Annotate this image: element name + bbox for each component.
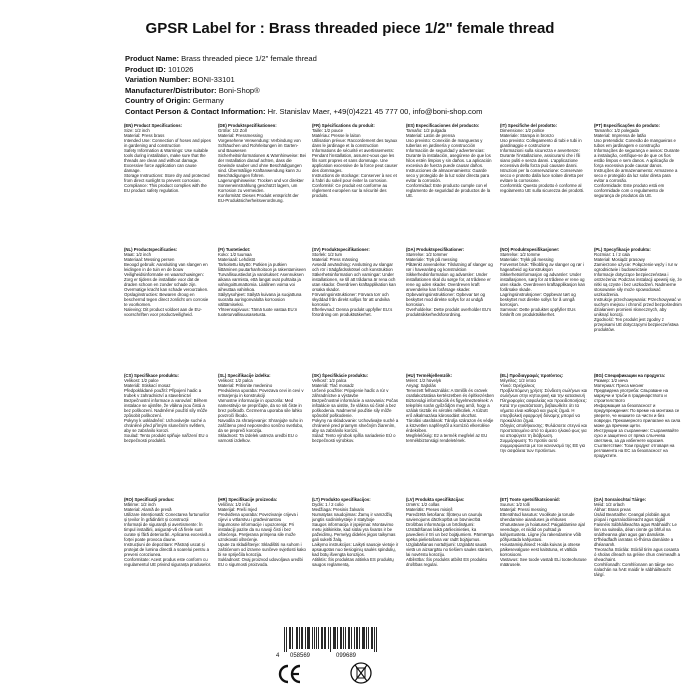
spec-body: Velikost: 1/2 palce Materiál: Stiskací mosaz Předpokládané použití: Připojení hadic a trubek v zahradnictví a stavebnictví Bezpečnostní informace a varování: Během instalace se ujistěte, že vlákna jsou čistá a bez poškození. Nadměrné použití síly může způsobit poškození. Pokyny k uskladnění: Uchovávejte suché a chráněné před přímým slunečním světlem, aby se zabránilo korozi. Soulad: Tento produkt splňuje nařízení EU o bezpečnosti produktů.: [124, 378, 209, 443]
spec-block: [218, 497, 312, 577]
info-label: Manufacturer/Distributor:: [125, 85, 217, 95]
spec-heading: (ET) Toote spetsifikatsioonid:: [500, 497, 561, 502]
spec-heading: (IT) Specifiche del prodotto:: [500, 123, 558, 128]
spec-block: [124, 373, 218, 458]
spec-block: [406, 497, 500, 577]
spec-heading: (PL) Specyfikacje produktu:: [594, 247, 651, 252]
info-row: [125, 75, 685, 86]
info-row: [125, 65, 685, 76]
spec-block: [406, 373, 500, 458]
spec-block: [218, 373, 312, 458]
spec-block: [594, 123, 688, 203]
spec-body: Izmērs: 1/2 collas Materiāls: Preses misiņš Paredzētā lietošana: Šļūteņu un cauruļu savienojums dārzkopībā un būvniecībā Drošības informācija un brīdinājumi: Uzstādīšanas laikā pārliecinieties, ka pavedieni ir tīri un bez bojājumiem. Pārmērīga spēka pielietošana var radīt bojājumus. Uzglabāšanas norādījumi: Uzglabāt sausā vietā un aizsargātu no tiešiem saules stariem, lai novērstu koroziju. Atbilstība: Šis produkts atbilst ES produktu drošības regulai.: [406, 502, 494, 567]
spec-body: Rozmiar: 1 / 2 cala Materiał: Mosiądz prasowy Zamierzone użycie: Połączenie węży i rur w ogrodnictwie i budownictwie Informacje dotyczące bezpieczeństwa i ostrzeżenia: Podczas instalacji upewnij się, że nitki są czyste i bez uszkodzeń. Nadmierne stosowanie siły może spowodować uszkodzenia. Instrukcje przechowywania: Przechowywać w suchym miejscu i chronić przed bezpośrednim działaniem promieni słonecznych, aby uniknąć korozji. Zgodność: Ten produkt jest zgodny z przepisami UE dotyczącymi bezpieczeństwa produktów.: [594, 252, 682, 332]
spec-body: Méid: 1/2 orlach Ábhar: Brass preas Úsáid Beartaithe: Ceangal píobáin agus píopaí i ngarraíodóireacht agus tógáil Faisnéis Sábháilteachta agus Rabhaidh: Le linn na suiteála, déan cinnte go bhfuil na snáitheanna glan agus gan damáiste. D'fhéadfadh iarratas ró-fhórsa damáiste a dhéanamh. Treoracha Stórála: Stóráil tirim agus cosanta ó sholas díreach na gréine chun creimeadh a sheachaint. Comhlíonadh: Comhlíonann an táirge seo rialachán na hAE maidir le sábháilteacht táirgí.: [594, 502, 680, 577]
barcode-lead-digit: 4: [276, 653, 280, 659]
info-label: Variation Number:: [125, 75, 191, 85]
spec-heading: (FI) Tuotetiedot:: [218, 247, 251, 252]
spec-body: Dydis: 1 / 2 colio Medžiaga: Presinis žalvaris Numatytas naudojimas: Žarnų ir vamzdžių jungtis sodininkystėje ir statyboje Saugos informacija ir įspėjimai: Montavimo metu įsitikinkite, kad siūlai yra švarūs ir be pažeidimų. Pernelyg didelės jėgos taikymas gali sukelti žalą. Laikymo instrukcijos: Laikyti sausoje vietoje ir apsaugotas nuo tiesioginių saulės spindulių, kad būtų išvengta korozijos. Atitiktis: Šis produktas atitinka ES produktų saugos reglamentą.: [312, 502, 399, 567]
spec-block: [124, 247, 218, 332]
barcode-group-1: 058569: [290, 653, 311, 659]
spec-heading: (RO) Specificații produs:: [124, 497, 175, 502]
info-row: [125, 107, 685, 118]
spec-block: [406, 123, 500, 203]
spec-body: Storlek: 1/2 tum Material: Press mässing Avsedd användning: Anslutning av slangar och rör i trädgårdsskötsel och konstruktion Säkerhetsinformation och varningar: Under installationen, se till att trådarna är rena och utan skador. Överdriven kraftapplikation kan orsaka skador. Förvaringsinstruktioner: Förvara torr och skyddad från direkt solljus för att undvika korrosion. Efterlevnad: Denna produkt uppfyller EU:s förordning om produktsäkerhet.: [312, 252, 396, 317]
spec-body: Størrelse: 1/2 tommer Materiale: Tryk på messing Påtænkt anvendelse: Tilslutning af slanger og rør i haveanlæg og konstruktion Sikkerhedsinformation og advarsler: Under installationen skal du sørge for, at trådene er rene og uden skader. Overdreven kraft anvendelse kan forårsage skader. Opbevaringsinstruktioner: Opbevar tør og beskyttet mod direkte sollys for at undgå korrosion. Overholdelse: Dette produkt overholder EU's produktsikkerhedsforordning.: [406, 252, 493, 317]
spec-heading: (DA) Produktspecifikationer:: [406, 247, 465, 252]
info-row: [125, 54, 685, 65]
spec-heading: (ES) Especificaciones del producto:: [406, 123, 480, 128]
spec-heading: (SV) Produktspecifikationer:: [312, 247, 370, 252]
barcode-group-2: 099689: [336, 653, 357, 659]
info-label: Contact Person & Contact Information:: [125, 106, 266, 116]
info-row: [125, 86, 685, 97]
spec-body: Dimensione: 1/2 pollice Materiale: Stampa in bronzo Uso previsto: Collegamento di tubi e tubi in giardinaggio e costruzione Informazioni sulla sicurezza e avvertenze: Durante l'installazione, assicurarsi che i fili siano puliti e senza danni. L'applicazione eccessiva della forza può causare danni. Istruzioni per la conservazione: Conservare secco e protetto dalla luce solare diretta per evitare la corrosione. Conformità: Questo prodotto è conforme al regolamento UE sulla sicurezza dei prodotti.: [500, 128, 585, 193]
spec-heading: (LV) Produkta specifikācijas:: [406, 497, 465, 502]
spec-body: Veličina: 1/2 inča Materijal: Preši mjed Predviđena uporaba: Povezivanje crijeva i cijevi u vrtlarstvu i građevinarstvu Sigurnosne informacije i upozorenja: Pri instalaciji pazite da su navoji čisti i bez oštećenja. Pretjerana primjena sile može uzrokovati oštećenje. Upute za skladištenje: Skladištiti na suhom i zaštićenom od izravne sunčeve svjetlosti kako bi se spriječila korozija. Sukladnost: Ovaj proizvod udovoljava uredbi EU o sigurnosti proizvoda.: [218, 502, 306, 567]
spec-block: [500, 123, 594, 203]
info-value: Boni-Shop®: [218, 85, 260, 95]
crossed-bin-icon: [350, 660, 372, 686]
spec-heading: (NL) Productspecificaties:: [124, 247, 178, 252]
spec-block: [312, 373, 406, 458]
info-label: Product Name:: [125, 54, 180, 63]
info-value: 101026: [168, 64, 194, 74]
spec-block: [312, 497, 406, 577]
spec-row: [124, 247, 688, 332]
spec-row: [124, 497, 688, 577]
spec-body: Maat: 1/2 inch Materiaal: Messing persen Beoogd gebruik: Aansluiting van slangen en leidingen in de tuin en de bouw Veiligheidsinformatie en waarschuwingen: Zorg er tijdens de installatie voor dat de draden schoon en zonder schade zijn. Overmatige kracht kan schade veroorzaken. Opslaginstructies: Bewaren droog en beschermd tegen direct zonlicht om corrosie te voorkomen. Naleving: Dit product voldoet aan de EU-voorschriften voor productveiligheid.: [124, 252, 209, 317]
spec-block: [406, 247, 500, 332]
spec-heading: (GA) Sonraíochtaí Táirge:: [594, 497, 647, 502]
info-value: BONI-33101: [192, 75, 235, 85]
spec-heading: (FR) Spécifications du produit:: [312, 123, 375, 128]
spec-heading: (HU) Termékjellemzők:: [406, 373, 453, 378]
barcode-bars: [284, 627, 380, 652]
spec-block: [594, 247, 688, 332]
spec-heading: (CS) Specifikace produktu:: [124, 373, 179, 378]
page-title: GPSR Label for : Brass threaded piece 1/2" female thread: [145, 20, 555, 37]
info-label: Country of Origin:: [125, 96, 191, 106]
spec-body: Méret: 1/2 hüvelyk Anyag: Sajtolás Tervezett felhasználás: A tömlők és csövek csatlakoztatása kertészetben és építkezésben Biztonsági információk és figyelmeztetések: A telepítés során győződjön meg arról, hogy a szálak tiszták és sérülés nélküliek. A túlzott erő alkalmazása károsodást okozhat. Tárolási utasítások: Tárolja szárazon és védje a közvetlen napfénytől a korrózió elkerülése érdekében. Megfelelőség: Ez a termék megfelel az EU termékbiztonsági rendeletének.: [406, 378, 494, 443]
spec-block: [312, 123, 406, 203]
spec-body: Taille: 1/2 pouce Matériau: Presse le laiton Utilisation prévue: Raccordement des tuyaux dans le jardinage et la construction Informations de sécurité et avertissements: Pendant l'installation, assurez-vous que les fils sont propres et sans dommage. Une application excessive de la force peut causer des dommages. Instructions de stockage: Conserver à sec et à l'abri du soleil pour éviter la corrosion. Conformité: Ce produit est conforme au règlement européen sur la sécurité des produits.: [312, 128, 398, 198]
info-row: [125, 96, 685, 107]
spec-body: Tamanho: 1/2 polegada Material: Imprensa de latão Uso pretendido: Conexão de mangueiras e tubos em jardinagem e construção Informações de segurança e avisos: Durante a instalação, certifique-se de que os fios estão limpos e sem danos. A aplicação de força excessiva pode causar danos. Instruções de armazenamento: Armazene a seco e protegido da luz solar direta para evitar a corrosão. Conformidade: Este produto está em conformidade com o regulamento de segurança de produtos da UE.: [594, 128, 680, 198]
spec-body: Tamaño: 1/2 pulgada Material: Latón de prensa Uso previsto: Conexión de mangueras y tuberías en jardinería y construcción Información de seguridad y advertencias: Durante la instalación, asegúrese de que los hilos estén limpios y sin daños. La aplicación excesiva de fuerza puede causar daños. Instrucciones de almacenamiento: Guarde seco y protegido de la luz solar directa para evitar la corrosión. Conformidad: Este producto cumple con el reglamento de seguridad de productos de la UE.: [406, 128, 492, 198]
spec-heading: (NO) Produktspesifikasjoner:: [500, 247, 560, 252]
info-value: Brass threaded piece 1/2" female thread: [181, 54, 317, 63]
spec-block: [594, 497, 688, 577]
spec-block: [500, 247, 594, 332]
spec-heading: (DE) Produktspezifikationen:: [218, 123, 277, 128]
info-value: Germany: [192, 96, 224, 106]
spec-block: [594, 373, 688, 458]
spec-heading: (EL) Προδιαγραφές προϊόντος:: [500, 373, 564, 378]
spec-block: [312, 247, 406, 332]
info-value: Hr. Stanislav Maer, +49(0)4221 45 777 00, info@boni-shop.com: [267, 106, 483, 116]
product-info: [125, 54, 685, 118]
spec-heading: (EN) Product Specifications:: [124, 123, 183, 128]
spec-block: [218, 247, 312, 332]
spec-body: Størrelse: 1/2 tomme Materiale: Trykk på messing Forventet bruk: Tilkobling av slanger og rør i hagearbeid og konstruksjon Sikkerhetsinformasjon og advarsler: Under installasjonen, sørg for at trådene er rene og uten skade. Overdreven kraftapplikasjon kan forårsake skade. Lagringsinstruksjoner: Oppbevar tørt og beskyttet mot direkte sollys for å unngå korrosjon. Samsvar: Dette produktet oppfyller EUs forskrift om produktsikkerhet.: [500, 252, 586, 317]
spec-body: Größe: 1/2 Zoll Material: Pressmessing Vorgesehene Verwendung: Verbindung von Schläuchen und Rohrleitungen im Garten- und Bauwesen Sicherheitsinformationen & Warnhinweise: Bei der Installation darauf achten, dass die Gewinde sauber und ohne Beschädigungen sind. Übermäßige Kraftanwendung kann zu Beschädigungen führen. Lagerungshinweise: Trocken und vor direkter Sonneneinstrahlung geschützt lagern, um Korrosion zu vermeiden. Konformität: Dieses Produkt entspricht der EU-Produktsicherheitsverordnung.: [218, 128, 306, 203]
spec-block: [500, 373, 594, 458]
spec-body: Suurus: 1/2 tolli Materjal: Pressi messing Ettenähtud kasutus: Voolikute ja torude ühendamine aianduses ja ehituses Ohutusteave ja hoiatused: Paigaldamise ajal veenduge, et niidid on puhtad ja kahjustusteta. Liigne jõu rakendamine võib põhjustada kahjustusi. Hoiustamisjuhised: Hoida kuivas ja otsese päikesevalguse eest kaitstuna, et vältida korrosiooni. Vastavus: See toode vastab ELi tooteohutuse määrusele.: [500, 502, 587, 567]
spec-body: Mărime: 1/2 inch Material: Alamă de presă Utilizare intenționată: Conectarea furtunurilor și țevilor în grădinărit și construcții Informații de siguranță și avertismente: În timpul instalării, asigurați-vă că firele sunt curate și fără deteriorări. Aplicarea excesivă a forței poate provoca daune. Instrucțiuni de depozitare: Păstrați uscat și protejat de lumina directă a soarelui pentru a preveni coroziunea. Conformitate: Acest produs este conform cu regulamentul UE privind siguranța produselor.: [124, 502, 212, 567]
spec-heading: (SK) Špecifikácie produktu:: [312, 373, 369, 378]
spec-row: [124, 123, 688, 203]
spec-body: Размер: 1/2 инча Материал: Преса месинг Предвидена употреба: Свързване на маркучи и тръби в градинарството и строителството Информация за безопасност и предупреждения: По време на монтажа се уверете, че нишките са чисти и без повреди. Прекомерното прилагане на сила може да причини щети. Инструкции за съхранение: Съхранявайте сухо и защитено от пряка слънчева светлина, за да избегнете корозия. Съответствие: Този продукт отговаря на регламента на ЕС за безопасност на продуктите.: [594, 378, 681, 458]
spec-body: Size: 1/2 inch Material: Press brass Intended Use: Connection of hoses and pipes in gardening and construction Safety Information & Warnings: Use suitable tools during installation, make sure that the threads are clean and without damage. Excessive force application can cause damage. Storage Instructions: Store dry and protected from direct sunlight to prevent corrosion. Compliance: This product complies with the EU product safety regulation.: [124, 128, 211, 193]
spec-row: [124, 373, 688, 458]
info-label: Product ID:: [125, 64, 166, 74]
spec-block: [124, 123, 218, 203]
spec-body: Μέγεθος: 1/2 ίντσα Υλικό: Ορείχαλκος Προβλεπόμενη χρήση: Σύνδεση σωλήνων και σωλήνων στην κηπουρική και την κατασκευή Πληροφορίες ασφαλείας και προειδοποιήσεις: Κατά την εγκατάσταση, βεβαιωθείτε ότι τα νήματα είναι καθαρά και χωρίς ζημιά. Η υπερβολική εφαρμογή δύναμης μπορεί να προκαλέσει ζημιά. Οδηγίες αποθήκευσης: Φυλάσσετε στεγνό και προστατευμένο από το άμεσο ηλιακό φως για να αποφύγετε τη διάβρωση. Συμμόρφωση: Το προϊόν αυτό συμμορφώνεται με τον κανονισμό της ΕΕ για την ασφάλεια των προϊόντων.: [500, 378, 588, 453]
spec-block: [500, 497, 594, 577]
spec-body: Velikost: 1/2 palca Material: Pritisnite medenino Predvidena uporaba: Povezava cevi in cevi v vrtnarjenju in konstrukciji Varnostne informacije in opozorila: Med namestitvijo se prepričajte, da so niti čiste in brez poškodb. Čezmerna uporaba sile lahko povzroči škodo. Navodila za shranjevanje: Shranjujte suho in zaščiteno pred neposredno sončno svetlobo, da se prepreči korozija. Skladnost: Ta izdelek ustreza uredbi EU o varnosti izdelkov.: [218, 378, 304, 443]
spec-heading: (BG) Спецификации на продукта:: [594, 373, 666, 378]
ce-mark-icon: [278, 664, 302, 684]
spec-heading: (PT) Especificações do produto:: [594, 123, 660, 128]
spec-block: [218, 123, 312, 203]
spec-body: Veľkosť: 1/2 palca Materiál: Tlač mosadz Určené použitie: Pripojenie hadíc a rúr v záhradníctve a výstavbe Bezpečnostné informácie a varovania: Počas inštalácie sa uistite, že vlákna sú čisté a bez poškodenia. Nadmerné použitie sily môže spôsobiť poškodenie. Pokyny na skladovanie: Uchovávajte suché a chránené pred priamym slnečným žiarením, aby sa zabránilo korózii. Súlad: Tento výrobok spĺňa nariadenie EÚ o bezpečnosti výrobkov.: [312, 378, 399, 443]
spec-block: [124, 497, 218, 577]
spec-body: Koko: 1/2 tuumaa Materiaali: Lehdistö Tarkoitettu käyttö: Putkien ja putkien liittäminen puutarhanhoitoon ja rakentamiseen Turvallisuustiedot ja varoitukset: Asennuksen aikana varmista, että langat ovat puhtaita ja vahingoittumattomia. Liiallinen voima voi aiheuttaa vahinkoa. Säilytysohjeet: Säilytä kuivana ja suojattuna suoralta auringonvalolta korroosion välttämiseksi. Yhteensopivuus: Tämä tuote vastaa EU:n tuoteturvallisuusasetusta.: [218, 252, 306, 317]
spec-heading: (SL) Specifikacije izdelka:: [218, 373, 271, 378]
spec-heading: (LT) Produkto specifikacijos:: [312, 497, 371, 502]
spec-heading: (HR) Specifikacije proizvoda:: [218, 497, 278, 502]
